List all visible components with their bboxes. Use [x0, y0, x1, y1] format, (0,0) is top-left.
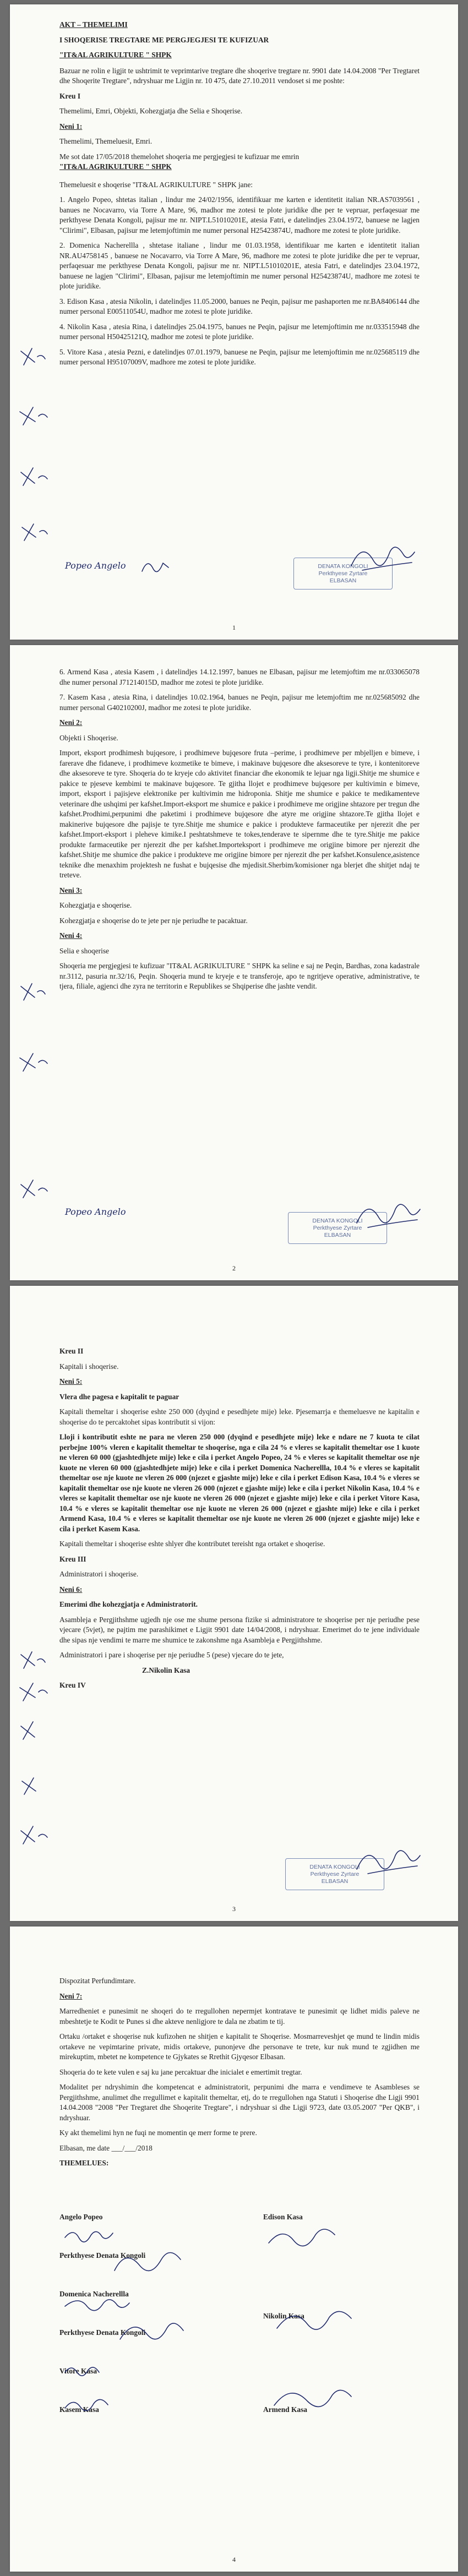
margin-initials-signatures — [15, 975, 54, 1207]
signatory-name: Kasem Kasa — [59, 2405, 99, 2414]
final-provisions-heading: Dispozitat Perfundimtare. — [59, 1977, 136, 1985]
article-1-title: Themelimi, Themeluesit, Emri. — [59, 137, 153, 145]
founder-7: 7. Kasem Kasa , atesia Rina, i datelindjes 10.02.1964, banues ne Peqin, pajisur me letemjoftim me nr.025685092 dhe numer personal G40210200J, madhor me zotesi te plote juridike. — [59, 693, 420, 712]
signatory-name: Edison Kasa — [263, 2213, 303, 2221]
chapter-1-title: Themelimi, Emri, Objekti, Kohezgjatja dhe Selia e Shoqerise. — [59, 107, 243, 115]
company-name: "IT&AL AGRIKULTURE " SHPK — [59, 51, 172, 59]
document-page-2 — [10, 645, 458, 1280]
margin-initials-signatures — [15, 1644, 54, 1886]
article-7-text-2: Ortaku /ortaket e shoqerise nuk kufizohen ne shitjen e kapitalit te Shoqerise. Mosmarreveshjet qe mund te lindin midis ortakeve ne vepimtarine private, midis ortakeve, punonjeve dhe personave te trete, kur nuk mund te zgjidhen me mirekuptim, mbetet ne kompetence te Gjykates se Rrethit Gjyqesor Elbasan. — [59, 2032, 420, 2061]
article-7-text-1: Marredheniet e punesimit ne shoqeri do te rregullohen nepermjet kontratave te punesimit qe lidhet midis paleve ne mbeshtetje te Kodit te Punes si dhe akteve nenligjore te dala ne zbatim te tij. — [59, 2007, 420, 2026]
margin-handwritten-name: Popeo Angelo — [65, 560, 126, 571]
article-7-text-4: Modalitet per ndryshimin dhe kompetencat e administratorit, perpunimi dhe marra e vendimeve te Asambleses se Pergjithshme, anulimet dhe rregullimet e kapitalit themeltar, etj, do te rregullohen nga Statuti i Shoqerise dhe Ligji 9901 14.04.2008 "2008 "Per Tregtaret dhe Shoqerite Tregtare", i ndryshuar si dhe Ligji 9723, date 03.05.2007 "Per QKB", i ndryshuar. — [59, 2083, 420, 2122]
article-3-text: Kohezgjatja e shoqerise do te jete per nje periudhe te pacaktuar. — [59, 916, 248, 925]
founder-2: 2. Domenica Nacherellla , shtetase italiane , lindur me 01.03.1958, identifikuar me karten e identitetit italian NR.AU4758145 , banuese ne Nocavarro, via Torre A Mare, 96, madhore me zotesi te plote juridike dhe per te vepruar, perfaqesuar me perkthyese Denata Kongoli, pajisur me nr. NIPT.L51010201E, atesia Fatri, e datelindjes 23.04.1972, banuese ne lagjen "Clirimi", Elbasan, pajisur me letemjoftimin me numer personal H25423874U, madhore me zotesi te plote juridike. — [59, 241, 420, 290]
article-4-text: Shoqeria me pergjegjesi te kufizuar "IT&AL AGRIKULTURE " SHPK ka seline e saj ne Peqin, Bardhas, zona kadastrale nr.3112, pasuria nr.32/16, Peqin. Shoqeria mund te kryeje e te transferoje, apo te ngritjeve operative, administrative, te tjera, filiale, agjenci dhe zyra ne territorin e Republikes se Shqiperise dhe jashte vendit. — [59, 962, 420, 990]
signatory-name: Perkthyese Denata Kongoli — [59, 2251, 146, 2260]
page-number: 3 — [232, 1905, 236, 1913]
article-5-text-2: Lloji i kontributit eshte ne para ne vleren 250 000 (dyqind e pesedhjete mije) leke e ndare ne 7 kuota te cilat perbejne 100% vleren e kapitalit themeltar te shoqerise, nga e cila 24 % e vleres se kapitalit themeltar ose 1 kuote ne vleren 60 000 (gjashtedhjete mije) leke e cila i perket Angelo Popeo, 24 % e vleres se kapitalit themeltar ose nje kuote ne vleren 60 000 (gjashtedhjete mije) leke e cila i perket Domenica Nacherellla, 10.4 % e vleres se kapitalit themeltar ose nje kuote ne vleren 26 000 (njezet e gjashte mije) leke e cila i perket Edison Kasa, 10.4 % e vleres se kapitalit themeltar ose nje kuote ne vleren 26 000 (njezet e gjashte mije) leke e cila i perket Nikolin Kasa, 10.4 % e vleres se kapitalit themeltar ose nje kuote ne vleren 26 000 (njezet e gjashte mije) leke e cila i perket Vitore Kasa, 10.4 % e vleres se kapitalit themeltar ose nje kuote ne vleren 26 000 (njezet e gjashte mije) leke e cila i perket Armend Kasa, 10.4 % e vleres se kapitalit themeltar ose nje kuote ne vleren 26 000 (njezet e gjashte mije) leke e cila i perket Kasem Kasa. — [59, 1433, 420, 1533]
signatory-name: Angelo Popeo — [59, 2213, 103, 2221]
article-3-title: Kohezgjatja e shoqerise. — [59, 901, 132, 909]
translator-stamp: DENATA KONGOLI Perkthyese Zyrtare ELBASAN — [285, 1858, 384, 1890]
document-page-4 — [10, 1926, 458, 2572]
article-3-heading: Neni 3: — [59, 886, 83, 894]
founders-heading: THEMELUES: — [59, 2159, 109, 2167]
founder-3: 3. Edison Kasa , atesia Nikolin, i datelindjes 11.05.2000, banues ne Peqin, pajisur me pashaporten me nr.BA8406144 dhe numer personal E00511054U, madhor me zotesi te plote juridike. — [59, 297, 420, 315]
article-5-text-3: Kapitali themeltar i shoqerise eshte shlyer dhe kontributet tereisht nga ortaket e shoqerise. — [59, 1540, 325, 1548]
place-and-date: Elbasan, me date ___/___/2018 — [59, 2143, 153, 2152]
article-7-heading: Neni 7: — [59, 1991, 83, 2000]
article-2-text: Import, eksport prodhimesh bujqesore, i prodhimeve bujqesore fruta –perime, i prodhimeve per mbjelljen e bimeve, i farerave dhe fidaneve, i prodhimeve kozmetike te bimeve, i makinave bujqesore dhe aksesoreve te tyre, i kontenitoreve dhe aksesoreve te tyre. Shoqeria do te kryeje cdo aktivitet financiar dhe ekonomik te lejuar nga ligji.Shitje me shumice e pakice te pjeseve kembimi te makinave bujqesore. Te gjitha llojet e prodhimeve bujqesore per kultivimin e bimeve, import, eksport i pajisjeve elektronike per kultivimin me hidroponia. Shitje me shumice e pakice te medikamenteve veterinare dhe ushqimi per kafshet.Import-eksport me shumice e pakice i prodhimeve me origjine shtazore per tregun dhe kafshet.Prodhimi,perpunimi dhe paketimi i prodhimeve bujqesore dhe atyre me origjine shtazore.Te gjitha llojet e makinerive bujqesore dhe pajisje te tyre.Shitje me shumice e pakice i produkteve farmaceutike per njerezit dhe per kafshet.Import-eksport i pleheve kimike.I peshtatshmeve te tokes,tenderave te sipernme dhe te tyre.Shitje me pakice produkte farmaceutike per njerezit dhe per kafshet.Importeksport i prodhimeve me origjine bimore per njerezit dhe kafshet.Shitje me shumice dhe pakice i produkteve me origjine bimore per njerezit dhe per kafshet.Konsulence,asistence teknike dhe menaxhim projektesh ne fushat e bujqesise dhe mjedisit.Sherbim/komisioner nga blerjet dhe shitjet ndaj te treteve. — [59, 749, 420, 879]
article-6-heading: Neni 6: — [59, 1585, 83, 1593]
translator-signature — [351, 1196, 423, 1234]
founder-6: 6. Armend Kasa , atesia Kasem , i datelindjes 14.12.1997, banues ne Elbasan, pajisur me letemjoftim me nr.033065078 dhe numer personal J71214015D, madhor me zotesi te plote juridike. — [59, 668, 420, 686]
founders-intro: Themeluesit e shoqerise "IT&AL AGRIKULTURE " SHPK jane: — [59, 180, 253, 189]
margin-handwritten-name: Popeo Angelo — [65, 1207, 126, 1217]
article-4-title: Selia e shoqerise — [59, 946, 109, 955]
chapter-2-title: Kapitali i shoqerise. — [59, 1362, 119, 1371]
document-page-3 — [10, 1286, 458, 1921]
article-5-title: Vlera dhe pagesa e kapitalit te paguar — [59, 1392, 179, 1401]
chapter-3-title: Administratori i shoqerise. — [59, 1570, 139, 1578]
chapter-1-heading: Kreu I — [59, 91, 81, 100]
company-name-short: "IT&AL AGRIKULTURE " SHPK — [59, 162, 172, 171]
chapter-2-heading: Kreu II — [59, 1347, 84, 1355]
article-5-heading: Neni 5: — [59, 1377, 83, 1385]
article-6-text-1: Asambleja e Pergjithshme ugjedh nje ose me shume persona fizike si administratore te shoqerise per nje periudhe pese vjecare (5vjet), ne pajtim me parashikimet e Ligjit 9901 date 14/04/2008, i ndryshuar. Emerimet do te jene individuale dhe sipas nje vendimi te marre me shumice te zakonshme nga Asambleja e Pergjithshme. — [59, 1615, 420, 1644]
article-6-text-2: Administratori i pare i shoqerise per nje periudhe 5 (pese) vjecare do te jete, — [59, 1651, 284, 1659]
page-number: 1 — [232, 624, 236, 631]
handwritten-signatures — [59, 2226, 445, 2535]
signatory-name: Perkthyese Denata Kongoli — [59, 2328, 146, 2337]
article-2-title: Objekti i Shoqerise. — [59, 733, 118, 742]
chapter-3-heading: Kreu III — [59, 1554, 86, 1563]
margin-initials-signatures — [15, 340, 54, 560]
intro-paragraph: Bazuar ne rolin e ligjit te ushtrimit te veprimtarive tregtare dhe shoqerive tregtare nr. 9901 date 14.04.2008 "Per Tregtaret dhe Shoqerite Tregtare", ndryshuar me Ligjin nr. 10 475, date 27.10.2011 vendoset si me poshte: — [59, 66, 420, 85]
administrator-name: Z.Nikolin Kasa — [142, 1666, 191, 1674]
small-signature — [139, 555, 172, 577]
signatory-name: Armend Kasa — [263, 2405, 307, 2414]
translator-signature — [351, 1842, 423, 1880]
article-5-text-1: Kapitali themeltar i shoqerise eshte 250 000 (dyqind e pesedhjete mije) leke. Pjesemarrja e themeluesve ne kapitalin e shoqerise do te percaktohet sipas kontributit si vijon: — [59, 1407, 420, 1426]
document-subtitle: I SHOQERISE TREGTARE ME PERGJEGJESI TE KUFIZUAR — [59, 35, 269, 44]
article-7-text-5: Ky akt themelimi hyn ne fuqi ne momentin qe merr forme te prere. — [59, 2129, 257, 2137]
founder-5: 5. Vitore Kasa , atesia Pezni, e datelindjes 07.01.1979, banuese ne Peqin, pajisur me letemjoftimin me nr.025685119 dhe numer personal H95107009V, madhore me zotesi te plote juridike. — [59, 347, 420, 366]
translator-stamp: DENATA KONGOLI Perkthyese Zyrtare ELBASAN — [288, 1212, 387, 1244]
article-7-text-3: Shoqeria do te kete vulen e saj ku jane percaktuar dhe inicialet e emertimit tregtar. — [59, 2067, 302, 2076]
page-number: 2 — [232, 1264, 236, 1272]
document-page-1 — [10, 4, 458, 640]
article-6-title: Emerimi dhe kohezgjatja e Administratorit. — [59, 1600, 198, 1608]
article-1-text: Me sot date 17/05/2018 themelohet shoqeria me pergjegjesi te kufizuar me emrin — [59, 152, 300, 161]
signatory-name: Vitore Kasa — [59, 2367, 97, 2375]
signatory-name: Nikolin Kasa — [263, 2312, 304, 2320]
translator-signature — [346, 538, 417, 577]
founder-4: 4. Nikolin Kasa , atesia Rina, i datelindjes 25.04.1975, banues ne Peqin, pajisur me letemjoftimin me nr.033515948 dhe numer personal H50425121Q, madhor me zotesi te plote juridike. — [59, 322, 420, 341]
chapter-4-heading: Kreu IV — [59, 1681, 86, 1689]
founder-1: 1. Angelo Popeo, shtetas italian , lindur me 24/02/1956, identifikuar me karten e identitetit italian NR.AS7039561 , banues ne Nocavarro, via Torre A Mare, 96, madhor me zotesi te plote juridike dhe per te vepruar, perfaqesuar me perkthyese Denata Kongoli, pajisur me nr. NIPT.L51010201E, atesia Fatri, e datelindjes 23.04.1972, banuese ne lagjen "Clirimi", Elbasan, pajisur me letemjoftimin me numer personal H25423874U, madhore me zotesi te plote juridike. — [59, 195, 420, 234]
translator-stamp: DENATA KONGOLI Perkthyese Zyrtare ELBASAN — [293, 558, 393, 590]
page-number: 4 — [232, 2556, 236, 2563]
signatory-name: Domenica Nacherellla — [59, 2290, 129, 2298]
article-4-heading: Neni 4: — [59, 931, 83, 940]
document-title: AKT – THEMELIMI — [59, 20, 128, 29]
article-1-heading: Neni 1: — [59, 122, 83, 130]
article-2-heading: Neni 2: — [59, 718, 83, 727]
